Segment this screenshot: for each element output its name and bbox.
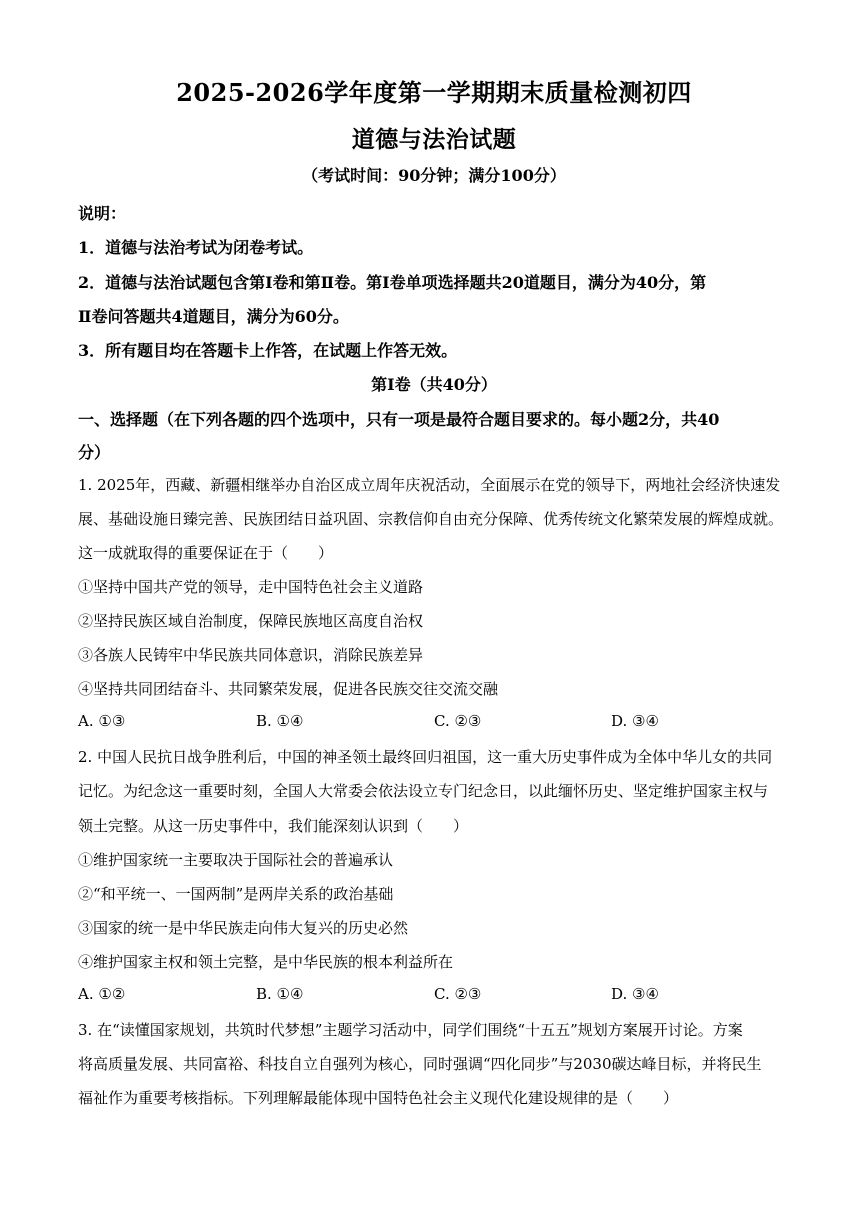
- exam-subject: 道德与法治试题: [351, 126, 517, 153]
- question-1-statement-2: ②坚持民族区域自治制度，保障民族地区高度自治权: [78, 612, 424, 630]
- instruction-item-1: 1．道德与法治考试为闭卷考试。: [78, 238, 314, 257]
- question-1-line-3: 这一成就取得的重要保证在于（ ）: [78, 544, 334, 562]
- question-2-statement-1: ①维护国家统一主要取决于国际社会的普遍承认: [78, 851, 394, 869]
- question-2-line-2: 记忆。为纪念这一重要时刻，全国人大常委会依法设立专门纪念日，以此缅怀历史、坚定维护国家主权与: [78, 782, 769, 800]
- question-2-line-1: 2. 中国人民抗日战争胜利后，中国的神圣领土最终回归祖国，这一重大历史事件成为全体中华儿女的共同: [78, 748, 773, 766]
- question-1-option-b: B. ①④: [256, 712, 304, 730]
- question-1-line-1: 1. 2025年，西藏、新疆相继举办自治区成立周年庆祝活动，全面展示在党的领导下，两地社会经济快速发: [78, 476, 781, 494]
- question-2-line-3: 领土完整。从这一历史事件中，我们能深刻认识到（ ）: [78, 817, 469, 835]
- question-3-line-2: 将高质量发展、共同富裕、科技自立自强列为核心，同时强调“四化同步”与2030碳达峰目标，并将民生: [78, 1055, 762, 1073]
- question-1-option-a: A. ①③: [78, 712, 126, 730]
- question-2-statement-4: ④维护国家主权和领土完整，是中华民族的根本利益所在: [78, 953, 454, 971]
- exam-title: 2025-2026学年度第一学期期末质量检测初四: [176, 78, 692, 107]
- instruction-item-3: 3．所有题目均在答题卡上作答，在试题上作答无效。: [78, 341, 458, 360]
- section-title: 第Ⅰ卷（共40分）: [371, 375, 497, 394]
- question-1-statement-3: ③各族人民铸牢中华民族共同体意识，消除民族差异: [78, 646, 424, 664]
- question-1-statement-4: ④坚持共同团结奋斗、共同繁荣发展，促进各民族交往交流交融: [78, 680, 499, 698]
- question-2-option-c: C. ②③: [434, 985, 482, 1003]
- question-1-statement-1: ①坚持中国共产党的领导，走中国特色社会主义道路: [78, 578, 424, 596]
- question-3-line-3: 福祉作为重要考核指标。下列理解最能体现中国特色社会主义现代化建设规律的是（ ）: [78, 1089, 679, 1107]
- question-2-option-a: A. ①②: [78, 985, 126, 1003]
- question-2-option-d: D. ③④: [611, 985, 659, 1003]
- question-2-statement-3: ③国家的统一是中华民族走向伟大复兴的历史必然: [78, 919, 409, 937]
- instruction-item-2-cont: Ⅱ卷问答题共4道题目，满分为60分。: [78, 307, 349, 326]
- instructions-heading: 说明：: [78, 204, 127, 223]
- question-1-option-d: D. ③④: [611, 712, 659, 730]
- instruction-item-2: 2．道德与法治试题包含第Ⅰ卷和第Ⅱ卷。第Ⅰ卷单项选择题共20道题目，满分为40分，第: [78, 273, 707, 292]
- question-1-option-c: C. ②③: [434, 712, 482, 730]
- question-1-line-2: 展、基础设施日臻完善、民族团结日益巩固、宗教信仰自由充分保障、优秀传统文化繁荣发展的辉煌成就。: [78, 510, 784, 528]
- question-3-line-1: 3. 在“读懂国家规划，共筑时代梦想”主题学习活动中，同学们围绕“十五五”规划方案展开讨论。方案: [78, 1021, 743, 1039]
- exam-info: （考试时间：90分钟；满分100分）: [302, 166, 566, 185]
- part-heading-line-2: 分）: [78, 443, 111, 462]
- part-heading-line-1: 一、选择题（在下列各题的四个选项中，只有一项是最符合题目要求的。每小题2分，共40: [78, 410, 720, 429]
- question-2-statement-2: ②“和平统一、一国两制”是两岸关系的政治基础: [78, 885, 394, 903]
- question-2-option-b: B. ①④: [256, 985, 304, 1003]
